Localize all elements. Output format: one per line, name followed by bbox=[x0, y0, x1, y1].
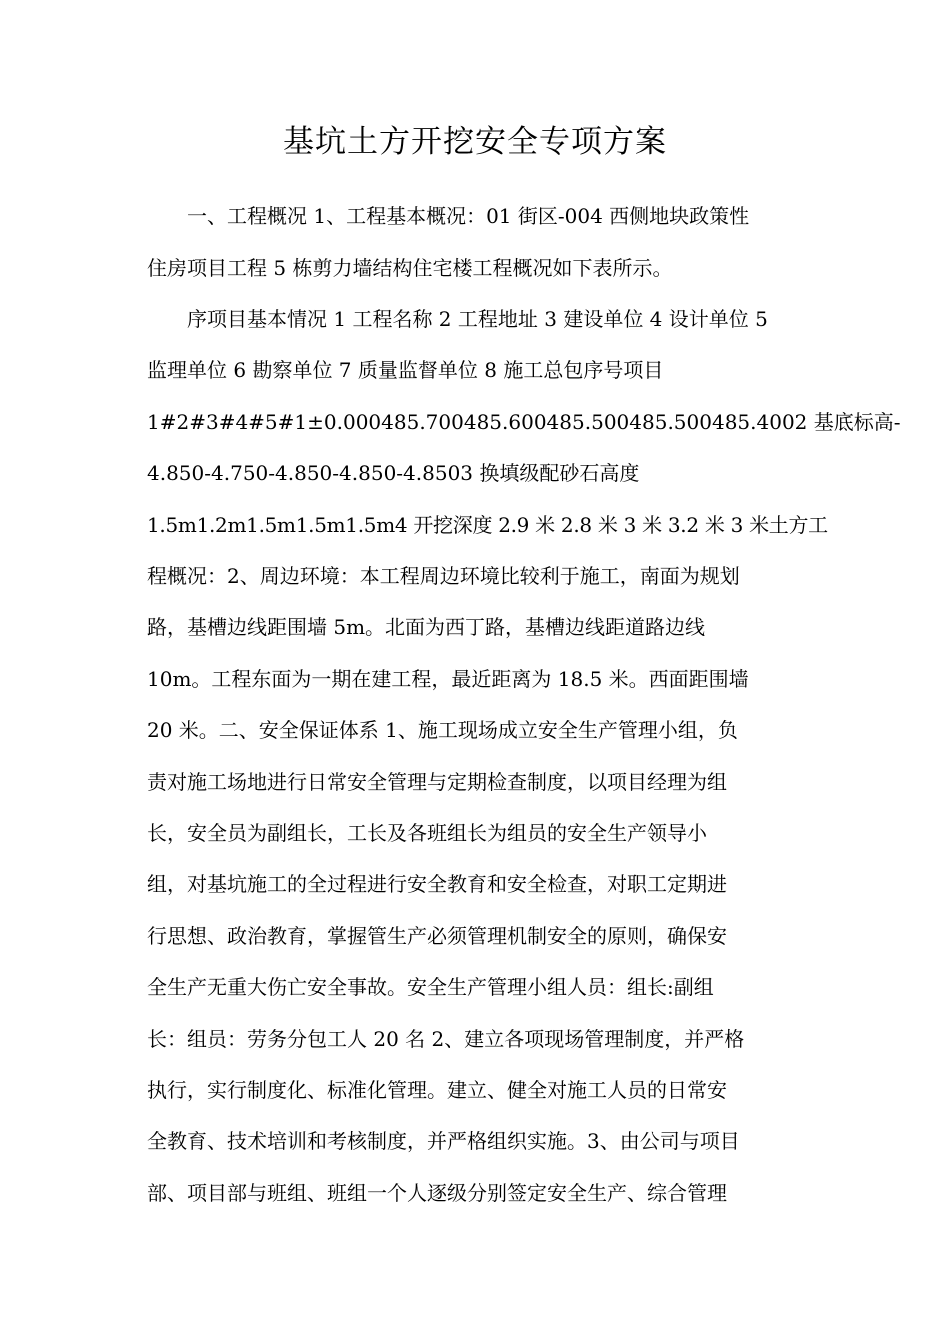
body-line: 4.850-4.750-4.850-4.850-4.8503 换填级配砂石高度 bbox=[147, 461, 640, 485]
body-line: 路，基槽边线距围墙 5m。北面为西丁路，基槽边线距道路边线 bbox=[147, 615, 706, 639]
body-line: 全教育、技术培训和考核制度，并严格组织实施。3、由公司与项目 bbox=[147, 1129, 740, 1153]
body-line: 监理单位 6 勘察单位 7 质量监督单位 8 施工总包序号项目 bbox=[147, 358, 664, 382]
document-title: 基坑土方开挖安全专项方案 bbox=[283, 124, 667, 160]
body-line: 部、项目部与班组、班组一个人逐级分别签定安全生产、综合管理 bbox=[147, 1181, 727, 1205]
body-line: 组，对基坑施工的全过程进行安全教育和安全检查，对职工定期进 bbox=[147, 872, 727, 896]
body-line: 行思想、政治教育，掌握管生产必须管理机制安全的原则，确保安 bbox=[147, 924, 727, 948]
body-line: 住房项目工程 5 栋剪力墙结构住宅楼工程概况如下表所示。 bbox=[147, 256, 673, 280]
body-line: 20 米。二、安全保证体系 1、施工现场成立安全生产管理小组，负 bbox=[147, 718, 738, 742]
body-line: 责对施工场地进行日常安全管理与定期检查制度，以项目经理为组 bbox=[147, 770, 727, 794]
body-line: 一、工程概况 1、工程基本概况：01 街区-004 西侧地块政策性 bbox=[187, 204, 750, 228]
body-line: 序项目基本情况 1 工程名称 2 工程地址 3 建设单位 4 设计单位 5 bbox=[187, 307, 768, 331]
body-line: 程概况：2、周边环境：本工程周边环境比较利于施工，南面为规划 bbox=[147, 564, 740, 588]
body-line: 10m。工程东面为一期在建工程，最近距离为 18.5 米。西面距围墙 bbox=[147, 667, 749, 691]
body-line: 执行，实行制度化、标准化管理。建立、健全对施工人员的日常安 bbox=[147, 1078, 727, 1102]
body-line: 长：组员：劳务分包工人 20 名 2、建立各项现场管理制度，并严格 bbox=[147, 1027, 745, 1051]
body-line: 1.5m1.2m1.5m1.5m1.5m4 开挖深度 2.9 米 2.8 米 3 米 3.2 米 3 米土方工 bbox=[147, 513, 828, 537]
body-line: 1#2#3#4#5#1±0.000485.700485.600485.500485.500485.4002 基底标高- bbox=[147, 410, 901, 434]
body-line: 全生产无重大伤亡安全事故。安全生产管理小组人员：组长:副组 bbox=[147, 975, 714, 999]
body-line: 长，安全员为副组长，工长及各班组长为组员的安全生产领导小 bbox=[147, 821, 707, 845]
